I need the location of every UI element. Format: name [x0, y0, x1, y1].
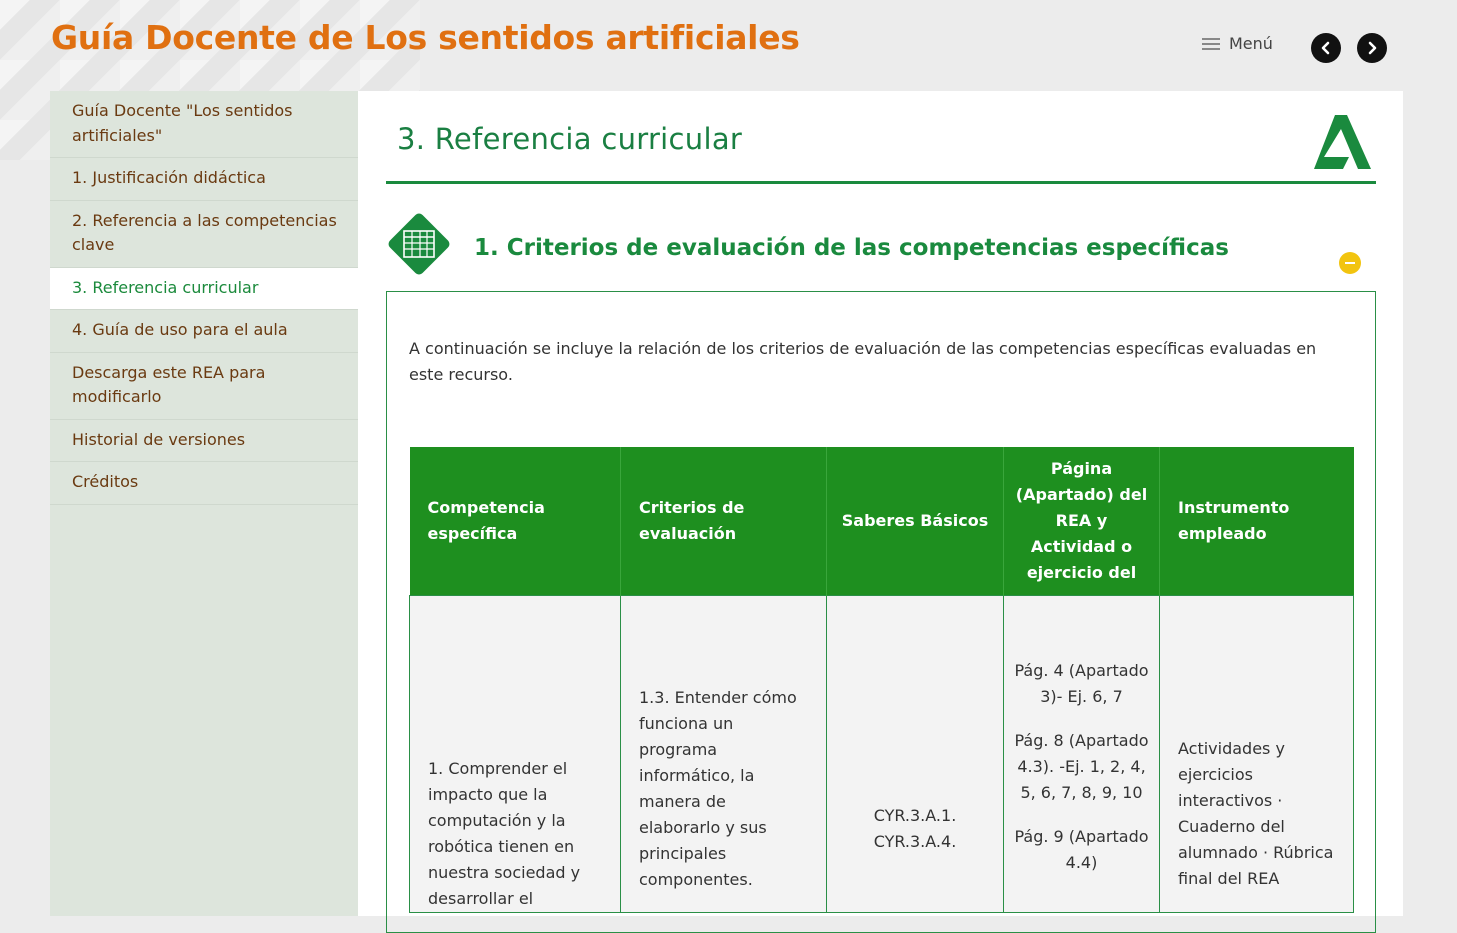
table-header-row [410, 447, 1354, 596]
previous-page-button[interactable] [1311, 33, 1341, 63]
sidebar-item-referencia-curricular[interactable]: 3. Referencia curricular [50, 268, 358, 311]
cell-instrumento: Actividades y ejercicios interactivos · Cuaderno del alumnado · Rúbrica final del REA [1160, 596, 1354, 913]
next-page-button[interactable] [1357, 33, 1387, 63]
sidebar-item-justificacion[interactable]: 1. Justificación didáctica [50, 158, 358, 201]
site-title: Guía Docente de Los sentidos artificiales [51, 18, 800, 57]
collapse-section-button[interactable] [1339, 252, 1361, 274]
sidebar-item-competencias-clave[interactable]: 2. Referencia a las competencias clave [50, 201, 358, 268]
hamburger-icon [1202, 38, 1220, 50]
criteria-table [409, 447, 1354, 913]
pagina-entry: Pág. 8 (Apartado 4.3). -Ej. 1, 2, 4, 5, 6, 7, 8, 9, 10 [1014, 731, 1149, 802]
header-competencia: Competencia específica [410, 447, 621, 596]
chevron-left-icon [1319, 41, 1333, 55]
sidebar-item-historial[interactable]: Historial de versiones [50, 420, 358, 463]
sidebar-item-guia-uso[interactable]: 4. Guía de uso para el aula [50, 310, 358, 353]
section-content [386, 291, 1376, 933]
header-saberes: Saberes Básicos [827, 447, 1004, 596]
menu-button[interactable] [1202, 34, 1273, 53]
section-title: 1. Criterios de evaluación de las competencias específicas [474, 235, 1229, 261]
sidebar-item-guia-docente[interactable]: Guía Docente "Los sentidos artificiales" [50, 91, 358, 158]
pagina-entry: Pág. 4 (Apartado 3)- Ej. 6, 7 [1014, 661, 1149, 706]
cell-criterios: 1.3. Entender cómo funciona un programa informático, la manera de elaborarlo y sus principales componentes. [621, 596, 827, 913]
spreadsheet-icon [386, 211, 452, 277]
pagina-entry: Pág. 9 (Apartado 4.4) [1014, 827, 1149, 872]
junta-andalucia-logo [1311, 113, 1375, 173]
main-content [358, 91, 1403, 916]
section-intro: A continuación se incluye la relación de los criterios de evaluación de las competencias específicas evaluadas en este recurso. [409, 339, 1317, 384]
minus-icon [1345, 262, 1355, 264]
page-title: 3. Referencia curricular [397, 122, 743, 156]
cell-saberes: CYR.3.A.1. CYR.3.A.4. [827, 596, 1004, 913]
menu-label: Menú [1229, 34, 1273, 53]
sidebar-navigation [50, 91, 358, 916]
heading-divider [386, 181, 1376, 184]
cell-competencia: 1. Comprender el impacto que la computación y la robótica tienen en nuestra sociedad y desarrollar el [410, 596, 621, 913]
table-row [410, 596, 1354, 913]
header-instrumento: Instrumento empleado [1160, 447, 1354, 596]
header-criterios: Criterios de evaluación [621, 447, 827, 596]
sidebar-item-creditos[interactable]: Créditos [50, 462, 358, 505]
cell-pagina [1004, 596, 1160, 913]
sidebar-item-descarga[interactable]: Descarga este REA para modificarlo [50, 353, 358, 420]
header-pagina: Página (Apartado) del REA y Actividad o ejercicio del [1004, 447, 1160, 596]
chevron-right-icon [1365, 41, 1379, 55]
